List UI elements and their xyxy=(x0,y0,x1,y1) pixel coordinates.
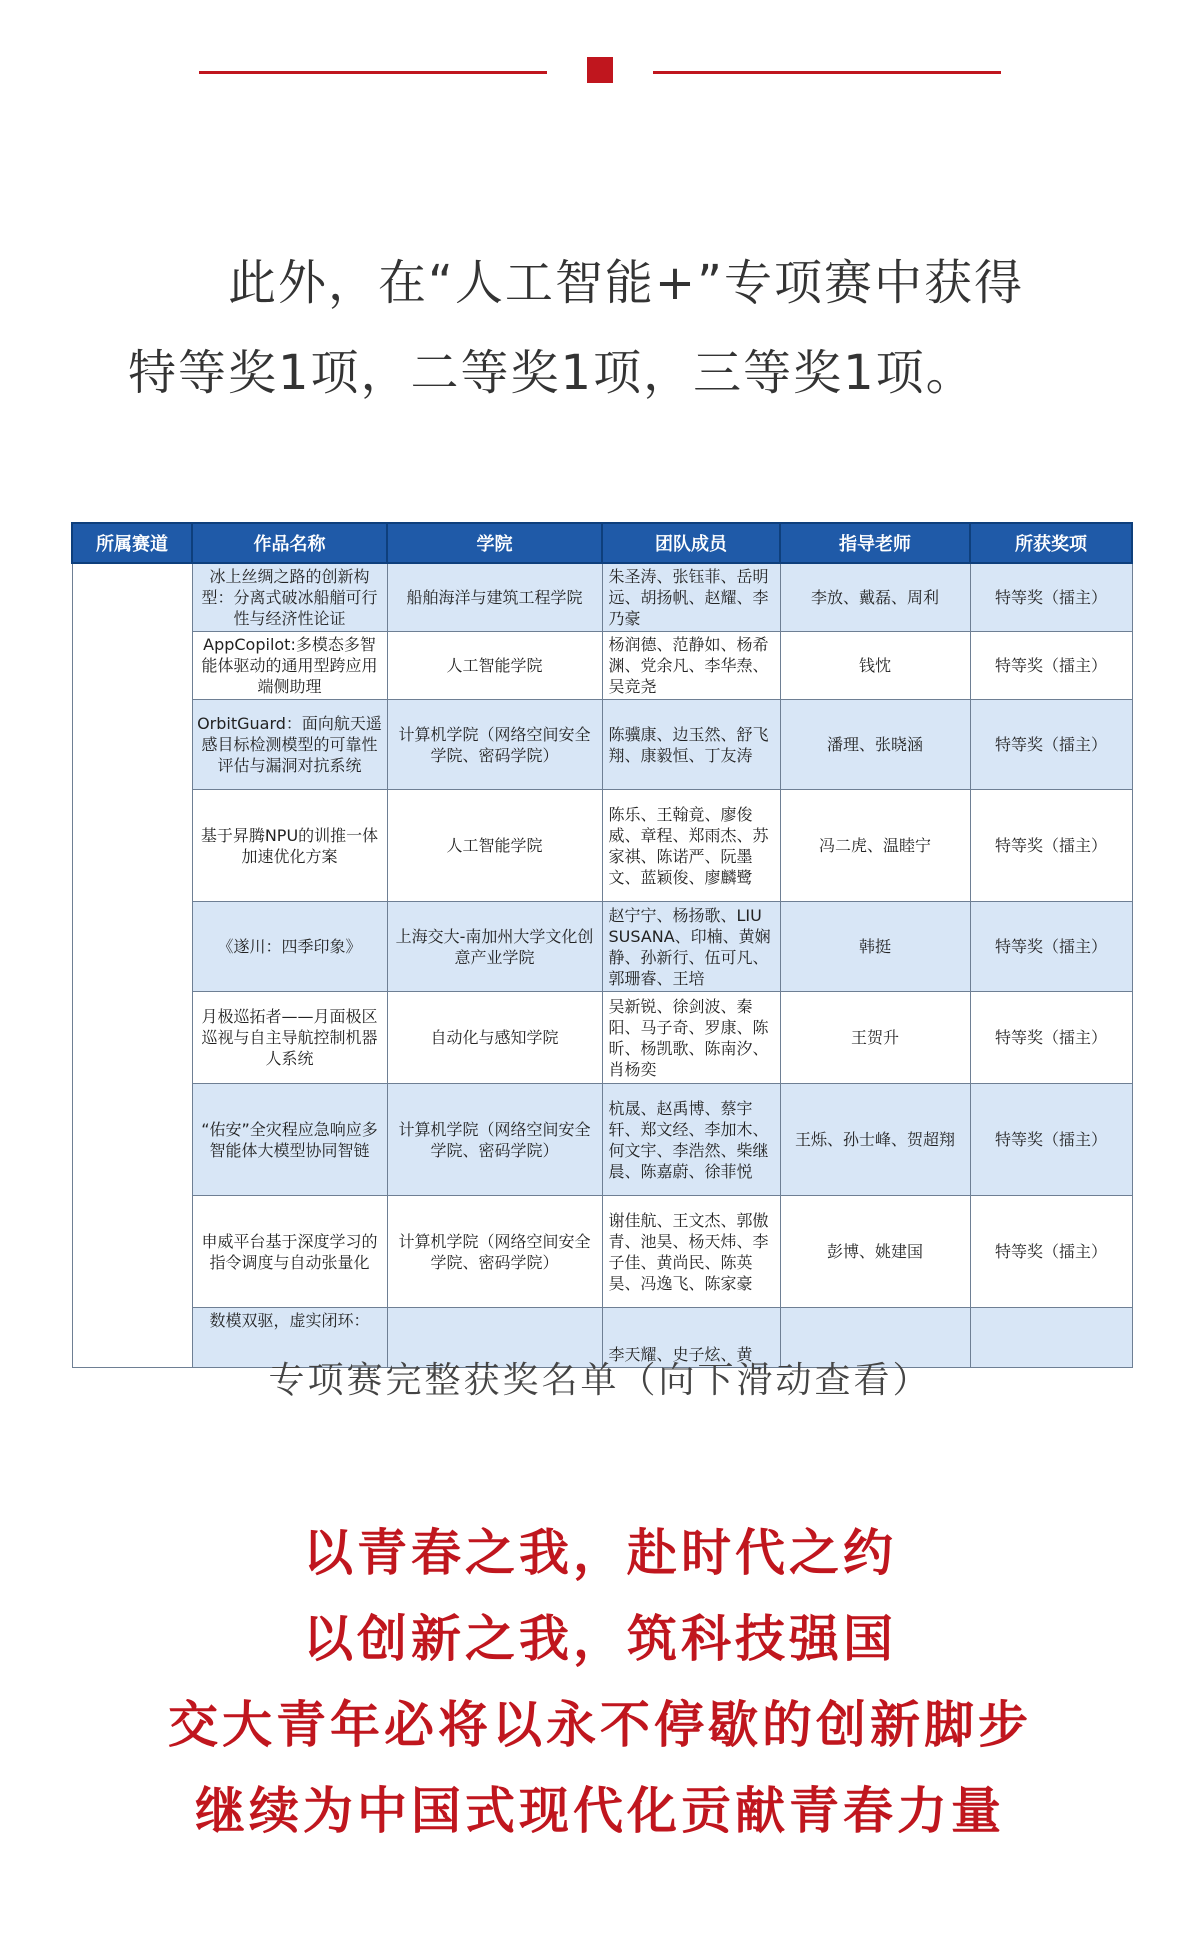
slogan-line-3: 交大青年必将以永不停歇的创新脚步 xyxy=(168,1696,1032,1754)
header-members: 团队成员 xyxy=(602,523,780,563)
header-work: 作品名称 xyxy=(192,523,387,563)
members-cell: 杭晟、赵禹博、蔡宇轩、郑文经、李加木、何文宇、李浩然、柴继晨、陈嘉蔚、徐菲悦 xyxy=(602,1084,780,1196)
header-advisor: 指导老师 xyxy=(780,523,970,563)
members-cell: 李天耀、史子炫、黄 xyxy=(602,1308,780,1368)
advisor-cell: 彭博、姚建国 xyxy=(780,1196,970,1308)
advisor-cell: 王烁、孙士峰、贺超翔 xyxy=(780,1084,970,1196)
advisor-cell: 王贺升 xyxy=(780,992,970,1084)
table-row xyxy=(72,632,1132,700)
divider-left xyxy=(199,71,547,74)
table-row xyxy=(72,992,1132,1084)
table-header-row xyxy=(72,523,1132,563)
members-cell: 杨润德、范静如、杨希渊、党余凡、李华焘、吴竞尧 xyxy=(602,632,780,700)
work-cell: AppCopilot:多模态多智能体驱动的通用型跨应用端侧助理 xyxy=(192,632,387,700)
table-row xyxy=(72,1084,1132,1196)
college-cell: 计算机学院（网络空间安全学院、密码学院） xyxy=(387,1196,602,1308)
divider-right xyxy=(653,71,1001,74)
intro-paragraph xyxy=(128,238,1088,418)
award-cell: 特等奖（擂主） xyxy=(970,790,1132,902)
award-cell: 特等奖（擂主） xyxy=(970,1084,1132,1196)
intro-line-1: 此外，在“人工智能+”专项赛中获得 xyxy=(228,255,1024,311)
members-cell: 谢佳航、王文杰、郭傲青、池昊、杨天炜、李子佳、黄尚民、陈英昊、冯逸飞、陈家豪 xyxy=(602,1196,780,1308)
divider-square-icon xyxy=(587,57,613,83)
work-cell: 冰上丝绸之路的创新构型：分离式破冰船艏可行性与经济性论证 xyxy=(192,563,387,632)
work-cell: “佑安”全灾程应急响应多智能体大模型协同智链 xyxy=(192,1084,387,1196)
work-cell: 《遂川：四季印象》 xyxy=(192,902,387,992)
table-row xyxy=(72,1196,1132,1308)
work-cell: OrbitGuard：面向航天遥感目标检测模型的可靠性评估与漏洞对抗系统 xyxy=(192,700,387,790)
members-cell: 朱圣涛、张钰菲、岳明远、胡扬帆、赵耀、李乃豪 xyxy=(602,563,780,632)
slogan-line-1: 以青春之我，赴时代之约 xyxy=(303,1524,897,1582)
advisor-cell: 韩挺 xyxy=(780,902,970,992)
college-cell: 计算机学院（网络空间安全学院、密码学院） xyxy=(387,1084,602,1196)
intro-line-2: 特等奖1项，二等奖1项，三等奖1项。 xyxy=(128,345,976,401)
college-cell: 计算机学院（网络空间安全学院、密码学院） xyxy=(387,700,602,790)
table-row xyxy=(72,902,1132,992)
closing-slogan xyxy=(0,1510,1200,1854)
award-cell: 特等奖（擂主） xyxy=(970,700,1132,790)
track-cell xyxy=(72,563,192,1368)
work-cell: 数模双驱，虚实闭环： xyxy=(192,1308,387,1368)
award-cell: 特等奖（擂主） xyxy=(970,902,1132,992)
table-row xyxy=(72,700,1132,790)
table-row xyxy=(72,790,1132,902)
members-cell: 赵宁宁、杨扬歌、LIU SUSANA、印楠、黄娴静、孙新行、伍可凡、郭珊睿、王培 xyxy=(602,902,780,992)
members-cell: 吴新锐、徐剑波、秦阳、马子奇、罗康、陈昕、杨凯歌、陈南汐、肖杨奕 xyxy=(602,992,780,1084)
award-cell: 特等奖（擂主） xyxy=(970,992,1132,1084)
award-cell: 特等奖（擂主） xyxy=(970,1196,1132,1308)
work-cell: 申威平台基于深度学习的指令调度与自动张量化 xyxy=(192,1196,387,1308)
slogan-line-4: 继续为中国式现代化贡献青春力量 xyxy=(195,1782,1005,1840)
award-cell: 特等奖（擂主） xyxy=(970,632,1132,700)
work-cell: 月极巡拓者——月面极区巡视与自主导航控制机器人系统 xyxy=(192,992,387,1084)
college-cell: 人工智能学院 xyxy=(387,632,602,700)
header-college: 学院 xyxy=(387,523,602,563)
advisor-cell: 冯二虎、温睦宁 xyxy=(780,790,970,902)
award-table xyxy=(71,522,1133,1368)
slogan-line-2: 以创新之我，筑科技强国 xyxy=(303,1610,897,1668)
work-cell: 基于昇腾NPU的训推一体加速优化方案 xyxy=(192,790,387,902)
table-row xyxy=(72,563,1132,632)
table-caption: 专项赛完整获奖名单（向下滑动查看） xyxy=(268,1360,932,1401)
header-track: 所属赛道 xyxy=(72,523,192,563)
advisor-cell: 李放、戴磊、周利 xyxy=(780,563,970,632)
college-cell: 船舶海洋与建筑工程学院 xyxy=(387,563,602,632)
award-cell: 特等奖（擂主） xyxy=(970,563,1132,632)
advisor-cell: 潘理、张晓涵 xyxy=(780,700,970,790)
college-cell: 人工智能学院 xyxy=(387,790,602,902)
members-cell: 陈骥康、边玉然、舒飞翔、康毅恒、丁友涛 xyxy=(602,700,780,790)
college-cell: 自动化与感知学院 xyxy=(387,992,602,1084)
members-cell: 陈乐、王翰竟、廖俊威、章程、郑雨杰、苏家祺、陈诺严、阮墨文、蓝颖俊、廖麟鹭 xyxy=(602,790,780,902)
award-table-scroll[interactable] xyxy=(71,522,1131,1364)
header-award: 所获奖项 xyxy=(970,523,1132,563)
advisor-cell: 钱忱 xyxy=(780,632,970,700)
college-cell: 上海交大-南加州大学文化创意产业学院 xyxy=(387,902,602,992)
